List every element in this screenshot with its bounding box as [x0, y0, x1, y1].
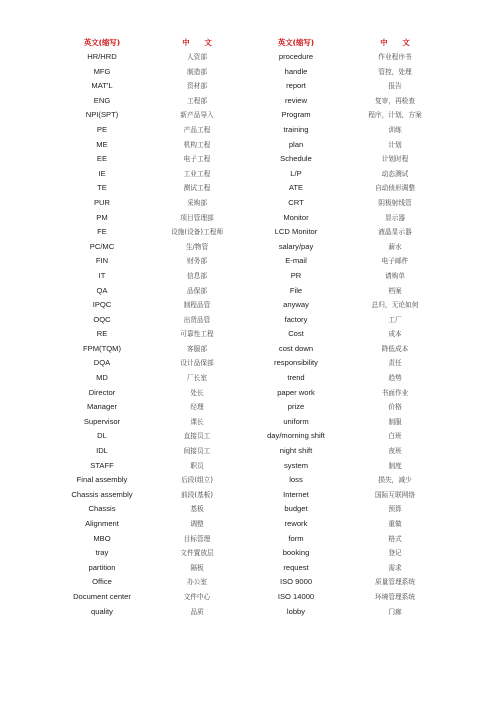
chinese-term: 测试工程: [183, 184, 211, 193]
english-term: MAT'L: [91, 81, 113, 91]
chinese-term: 请购单: [384, 271, 406, 280]
english-term: quality: [91, 606, 113, 616]
chinese-term: 产品工程: [183, 125, 211, 134]
chinese-term: 管控，处理: [378, 67, 412, 76]
english-term: factory: [284, 314, 308, 324]
chinese-term: 预算: [388, 505, 402, 514]
chinese-term: 书面作业: [381, 388, 409, 397]
english-term: system: [283, 460, 309, 470]
table-row: [52, 284, 440, 299]
english-term: IPQC: [92, 300, 112, 310]
table-row: [52, 50, 440, 65]
english-term: IDL: [96, 446, 108, 456]
chinese-term: 制程品管: [183, 301, 211, 310]
english-term: Chassis assembly: [71, 489, 133, 499]
english-term: paper work: [277, 387, 315, 397]
english-term: DL: [97, 431, 107, 441]
chinese-term: 厂长室: [186, 374, 208, 383]
table-row: [52, 590, 440, 605]
chinese-term: 人资部: [186, 53, 208, 61]
chinese-term: 采购部: [186, 198, 208, 207]
english-term: PM: [96, 212, 108, 222]
chinese-term: 制度: [388, 461, 402, 470]
chinese-term: 程序，计划，方案: [368, 111, 422, 120]
table-row: [52, 459, 440, 474]
english-term: form: [288, 533, 304, 543]
english-term: ISO 9000: [279, 577, 313, 587]
chinese-term: 环境管理系统: [374, 592, 416, 601]
chinese-term: 自动侦形调整: [374, 184, 416, 193]
english-term: IT: [98, 270, 106, 280]
chinese-term: 经理: [190, 403, 204, 412]
chinese-term: 制造部: [186, 67, 208, 76]
chinese-term: 登记: [388, 549, 402, 558]
table-row: [52, 444, 440, 459]
table-row: [52, 429, 440, 444]
table-row: [52, 575, 440, 590]
english-term: cost down: [278, 343, 314, 353]
chinese-term: 降低成本: [381, 344, 409, 353]
table-row: [52, 225, 440, 240]
chinese-term: 前段(基板): [181, 490, 213, 499]
chinese-term: 薪水: [388, 242, 402, 251]
table-row: [52, 517, 440, 532]
chinese-term: 设计品保部: [180, 359, 214, 368]
chinese-term: 客服部: [186, 344, 208, 353]
table-row: [52, 152, 440, 167]
table-row: [52, 211, 440, 226]
english-term: prize: [287, 402, 305, 412]
english-term: loss: [289, 475, 303, 485]
table-row: [52, 138, 440, 153]
english-term: Program: [281, 110, 311, 120]
chinese-term: 出货品管: [183, 315, 211, 324]
chinese-term: 训练: [388, 125, 402, 134]
chinese-term: 课长: [190, 417, 204, 426]
chinese-term: 重做: [388, 520, 402, 528]
english-term: FE: [97, 227, 107, 237]
english-term: Cost: [288, 329, 304, 339]
glossary-table: [52, 35, 440, 619]
chinese-term: 损失，减少: [378, 476, 412, 485]
chinese-term: 处长: [190, 388, 204, 397]
english-term: request: [283, 562, 309, 572]
english-term: TE: [97, 183, 107, 193]
table-row: [52, 327, 440, 342]
english-term: PC/MC: [89, 241, 115, 251]
chinese-term: 资材部: [186, 82, 208, 91]
table-row: [52, 371, 440, 386]
english-term: MBO: [93, 533, 111, 543]
chinese-term: 基板: [190, 505, 204, 514]
english-term: PUR: [93, 197, 111, 207]
english-term: FPM(TQM): [83, 343, 121, 353]
english-term: anyway: [283, 300, 309, 310]
chinese-term: 阴极射线管: [378, 198, 412, 207]
chinese-term: 财务部: [186, 257, 208, 266]
chinese-term: 生/物管: [185, 242, 209, 251]
chinese-term: 国际互联网络: [374, 490, 416, 499]
chinese-term: 品质: [190, 607, 204, 616]
chinese-term: 夜班: [388, 447, 402, 456]
english-term: plan: [288, 139, 304, 149]
header-chinese-1: 中 文: [182, 38, 212, 47]
english-term: MD: [96, 373, 108, 383]
english-term: Supervisor: [83, 416, 121, 426]
chinese-term: 机构工程: [183, 140, 211, 149]
chinese-term: 动态测试: [381, 169, 409, 178]
table-row: [52, 94, 440, 109]
chinese-term: 电子工程: [183, 155, 211, 164]
english-term: Office: [92, 577, 112, 587]
chinese-term: 报告: [388, 82, 402, 91]
english-term: budget: [284, 504, 308, 514]
chinese-term: 工厂: [388, 315, 402, 324]
english-term: booking: [282, 548, 310, 558]
table-row: [52, 298, 440, 313]
english-term: lobby: [286, 606, 306, 616]
english-term: ENG: [93, 95, 111, 105]
chinese-term: 计划时程: [381, 155, 409, 164]
english-term: day/morning shift: [267, 431, 325, 441]
chinese-term: 设施(设备)工程师: [170, 228, 224, 237]
english-term: HR/HRD: [87, 52, 117, 61]
table-row: [52, 342, 440, 357]
chinese-term: 责任: [388, 359, 402, 368]
chinese-term: 质量管理系统: [374, 578, 416, 587]
chinese-term: 直接员工: [183, 432, 211, 441]
chinese-term: 格式: [388, 534, 402, 543]
table-row: [52, 415, 440, 430]
english-term: procedure: [278, 52, 314, 61]
english-term: Schedule: [280, 154, 312, 164]
table-row: [52, 108, 440, 123]
chinese-term: 计划: [388, 140, 402, 149]
english-term: CRT: [288, 197, 304, 207]
chinese-term: 办公室: [186, 578, 208, 587]
english-term: QA: [96, 285, 108, 295]
english-term: ATE: [288, 183, 304, 193]
english-term: PE: [96, 124, 108, 134]
table-row: [52, 473, 440, 488]
chinese-term: 液晶显示器: [378, 228, 412, 237]
chinese-term: 作业程序书: [378, 53, 412, 61]
table-row: [52, 123, 440, 138]
table-row: [52, 561, 440, 576]
chinese-term: 调整: [190, 520, 204, 528]
table-row: [52, 269, 440, 284]
table-row: [52, 196, 440, 211]
chinese-term: 间接员工: [183, 447, 211, 456]
chinese-term: 白班: [388, 432, 402, 441]
chinese-term: 需求: [388, 563, 402, 572]
glossary-body: [52, 50, 440, 619]
english-term: Director: [88, 387, 116, 397]
table-row: [52, 65, 440, 80]
chinese-term: 文件中心: [183, 592, 211, 601]
table-row: [52, 181, 440, 196]
chinese-term: 项目管理部: [180, 213, 214, 222]
header-chinese-2: 中 文: [380, 38, 410, 47]
chinese-term: 后段(组立): [181, 476, 213, 485]
table-row: [52, 400, 440, 415]
chinese-term: 显示器: [384, 213, 406, 222]
table-row: [52, 386, 440, 401]
chinese-term: 可靠性工程: [180, 330, 214, 339]
english-term: report: [286, 81, 306, 91]
chinese-term: 职员: [190, 461, 204, 470]
english-term: rework: [284, 519, 308, 528]
english-term: Manager: [87, 402, 117, 412]
chinese-term: 制服: [388, 417, 402, 426]
english-term: DQA: [93, 358, 111, 368]
chinese-term: 电子邮件: [381, 257, 409, 266]
english-term: LCD Monitor: [274, 227, 318, 237]
table-row: [52, 488, 440, 503]
chinese-term: 复审，再检查: [374, 96, 416, 105]
table-row: [52, 240, 440, 255]
table-row: [52, 356, 440, 371]
english-term: ISO 14000: [277, 591, 315, 601]
english-term: review: [285, 95, 307, 105]
chinese-term: 档案: [388, 286, 402, 295]
chinese-term: 信息部: [186, 271, 208, 280]
chinese-term: 新产品导入: [180, 111, 214, 120]
english-term: File: [289, 285, 303, 295]
table-row: [52, 546, 440, 561]
english-term: MFG: [93, 66, 111, 76]
table-row: [52, 605, 440, 620]
english-term: night shift: [279, 446, 313, 456]
chinese-term: 价格: [388, 403, 402, 412]
english-term: E-mail: [285, 256, 307, 266]
english-term: uniform: [283, 416, 309, 426]
chinese-term: 门廊: [388, 607, 402, 616]
english-term: ME: [96, 139, 108, 149]
chinese-term: 品保部: [186, 286, 208, 295]
table-row: [52, 167, 440, 182]
english-term: IE: [98, 168, 106, 178]
chinese-term: 工程部: [186, 96, 208, 105]
table-row: [52, 502, 440, 517]
header-row: [52, 35, 440, 50]
chinese-term: 工业工程: [183, 169, 211, 178]
header-english-2: 英文(缩写): [277, 38, 315, 47]
chinese-term: 总归，无论如何: [371, 301, 419, 310]
english-term: Document center: [73, 591, 131, 601]
chinese-term: 文件置放层: [180, 549, 214, 558]
english-term: Alignment: [85, 519, 119, 528]
chinese-term: 目标管理: [183, 534, 211, 543]
english-term: handle: [284, 66, 308, 76]
english-term: FIN: [95, 256, 109, 266]
english-term: Monitor: [283, 212, 309, 222]
english-term: Internet: [283, 489, 309, 499]
english-term: PR: [290, 270, 302, 280]
chinese-term: 成本: [388, 330, 402, 339]
table-row: [52, 79, 440, 94]
chinese-term: 隔板: [190, 563, 204, 572]
chinese-term: 趋势: [388, 374, 402, 383]
english-term: L/P: [290, 168, 302, 178]
english-term: training: [283, 124, 309, 134]
table-row: [52, 254, 440, 269]
english-term: trend: [287, 373, 305, 383]
header-english-1: 英文(缩写): [83, 38, 121, 47]
table-row: [52, 532, 440, 547]
english-term: responsibility: [274, 358, 318, 368]
english-term: STAFF: [90, 460, 114, 470]
english-term: partition: [88, 562, 116, 572]
english-term: tray: [95, 548, 109, 558]
english-term: Chassis: [88, 504, 116, 514]
english-term: salary/pay: [278, 241, 314, 251]
english-term: OQC: [93, 314, 111, 324]
english-term: NPI(SPT): [85, 110, 119, 120]
english-term: RE: [96, 329, 108, 339]
table-row: [52, 313, 440, 328]
english-term: EE: [96, 154, 108, 164]
english-term: Final assembly: [76, 475, 128, 485]
